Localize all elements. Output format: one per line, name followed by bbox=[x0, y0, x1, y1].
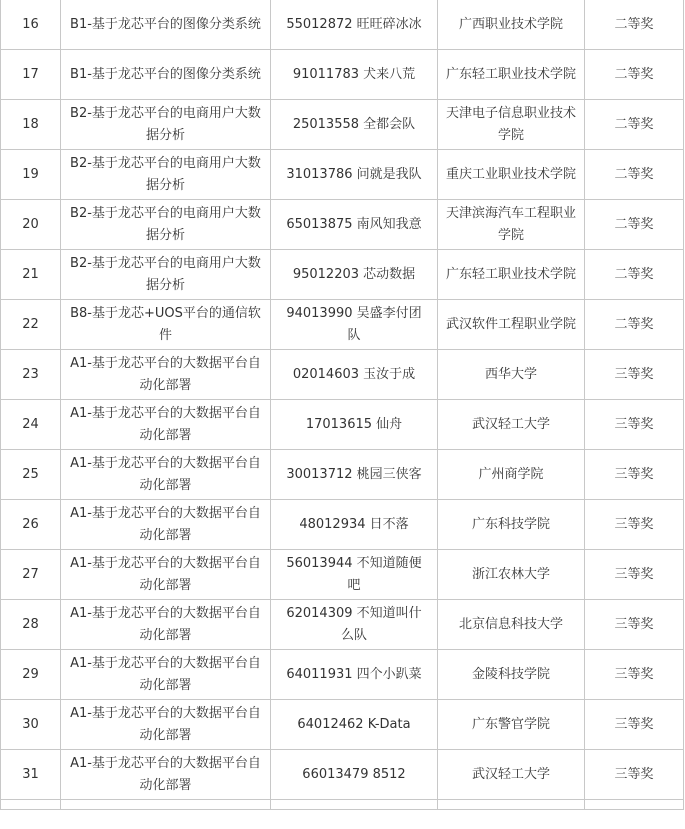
team-name-cell: 64011931 四个小趴菜 bbox=[271, 650, 438, 700]
team-name-cell: 55012872 旺旺碎冰冰 bbox=[271, 0, 438, 50]
row-number-cell: 17 bbox=[1, 50, 61, 100]
school-name-cell: 广东轻工职业技术学院 bbox=[438, 50, 585, 100]
table-row bbox=[1, 100, 684, 150]
track-name-cell: A1-基于龙芯平台的大数据平台自动化部署 bbox=[61, 650, 271, 700]
row-number-cell: 20 bbox=[1, 200, 61, 250]
row-number-cell: 19 bbox=[1, 150, 61, 200]
row-number-cell: 23 bbox=[1, 350, 61, 400]
school-name-cell: 武汉软件工程职业学院 bbox=[438, 300, 585, 350]
row-number-cell: 22 bbox=[1, 300, 61, 350]
award-level-cell: 三等奖 bbox=[585, 400, 684, 450]
award-level-cell: 二等奖 bbox=[585, 300, 684, 350]
track-name-cell: A1-基于龙芯平台的大数据平台自动化部署 bbox=[61, 500, 271, 550]
row-number-cell: 21 bbox=[1, 250, 61, 300]
row-number-cell: 27 bbox=[1, 550, 61, 600]
award-level-cell: 二等奖 bbox=[585, 200, 684, 250]
table-row bbox=[1, 50, 684, 100]
row-number-cell: 25 bbox=[1, 450, 61, 500]
school-name-cell: 广东警官学院 bbox=[438, 700, 585, 750]
school-name-cell: 广西职业技术学院 bbox=[438, 0, 585, 50]
team-name-cell: 25013558 全都会队 bbox=[271, 100, 438, 150]
track-name-cell: B1-基于龙芯平台的图像分类系统 bbox=[61, 50, 271, 100]
table-row bbox=[1, 600, 684, 650]
track-name-cell: A1-基于龙芯平台的大数据平台自动化部署 bbox=[61, 450, 271, 500]
track-name-cell: A1-基于龙芯平台的大数据平台自动化部署 bbox=[61, 400, 271, 450]
team-name-cell: 30013712 桃园三侠客 bbox=[271, 450, 438, 500]
track-name-cell: B1-基于龙芯平台的图像分类系统 bbox=[61, 0, 271, 50]
row-number-cell: 31 bbox=[1, 750, 61, 800]
school-name-cell: 重庆工业职业技术学院 bbox=[438, 150, 585, 200]
row-number-cell: 30 bbox=[1, 700, 61, 750]
table-cell-partial bbox=[438, 800, 585, 810]
track-name-cell: B2-基于龙芯平台的电商用户大数据分析 bbox=[61, 150, 271, 200]
award-level-cell: 三等奖 bbox=[585, 650, 684, 700]
table-row bbox=[1, 450, 684, 500]
school-name-cell: 北京信息科技大学 bbox=[438, 600, 585, 650]
school-name-cell: 天津电子信息职业技术学院 bbox=[438, 100, 585, 150]
row-number-cell: 24 bbox=[1, 400, 61, 450]
award-level-cell: 三等奖 bbox=[585, 750, 684, 800]
row-number-cell: 29 bbox=[1, 650, 61, 700]
table-row bbox=[1, 750, 684, 800]
team-name-cell: 56013944 不知道随便吧 bbox=[271, 550, 438, 600]
row-number-cell: 26 bbox=[1, 500, 61, 550]
row-number-cell: 18 bbox=[1, 100, 61, 150]
table-cell-partial bbox=[271, 800, 438, 810]
school-name-cell: 浙江农林大学 bbox=[438, 550, 585, 600]
track-name-cell: B2-基于龙芯平台的电商用户大数据分析 bbox=[61, 250, 271, 300]
track-name-cell: B2-基于龙芯平台的电商用户大数据分析 bbox=[61, 200, 271, 250]
table-row bbox=[1, 300, 684, 350]
track-name-cell: A1-基于龙芯平台的大数据平台自动化部署 bbox=[61, 700, 271, 750]
table-row bbox=[1, 150, 684, 200]
award-level-cell: 三等奖 bbox=[585, 500, 684, 550]
table-row bbox=[1, 350, 684, 400]
award-level-cell: 二等奖 bbox=[585, 50, 684, 100]
award-level-cell: 三等奖 bbox=[585, 350, 684, 400]
table-row bbox=[1, 650, 684, 700]
award-level-cell: 三等奖 bbox=[585, 700, 684, 750]
school-name-cell: 广州商学院 bbox=[438, 450, 585, 500]
table-cell-partial bbox=[61, 800, 271, 810]
award-level-cell: 二等奖 bbox=[585, 150, 684, 200]
award-level-cell: 三等奖 bbox=[585, 600, 684, 650]
track-name-cell: A1-基于龙芯平台的大数据平台自动化部署 bbox=[61, 350, 271, 400]
school-name-cell: 广东轻工职业技术学院 bbox=[438, 250, 585, 300]
table-row bbox=[1, 550, 684, 600]
team-name-cell: 95012203 芯动数据 bbox=[271, 250, 438, 300]
award-level-cell: 二等奖 bbox=[585, 250, 684, 300]
table-row-partial bbox=[1, 800, 684, 810]
row-number-cell: 16 bbox=[1, 0, 61, 50]
school-name-cell: 武汉轻工大学 bbox=[438, 400, 585, 450]
team-name-cell: 64012462 K-Data bbox=[271, 700, 438, 750]
table-row bbox=[1, 200, 684, 250]
school-name-cell: 西华大学 bbox=[438, 350, 585, 400]
table-row bbox=[1, 0, 684, 50]
award-level-cell: 二等奖 bbox=[585, 100, 684, 150]
school-name-cell: 武汉轻工大学 bbox=[438, 750, 585, 800]
table-cell-partial bbox=[585, 800, 684, 810]
team-name-cell: 31013786 问就是我队 bbox=[271, 150, 438, 200]
school-name-cell: 金陵科技学院 bbox=[438, 650, 585, 700]
team-name-cell: 48012934 日不落 bbox=[271, 500, 438, 550]
team-name-cell: 17013615 仙舟 bbox=[271, 400, 438, 450]
team-name-cell: 02014603 玉汝于成 bbox=[271, 350, 438, 400]
award-level-cell: 二等奖 bbox=[585, 0, 684, 50]
table-row bbox=[1, 250, 684, 300]
award-level-cell: 三等奖 bbox=[585, 550, 684, 600]
table-row bbox=[1, 500, 684, 550]
school-name-cell: 广东科技学院 bbox=[438, 500, 585, 550]
team-name-cell: 91011783 犬来八荒 bbox=[271, 50, 438, 100]
table-row bbox=[1, 400, 684, 450]
track-name-cell: A1-基于龙芯平台的大数据平台自动化部署 bbox=[61, 550, 271, 600]
team-name-cell: 65013875 南风知我意 bbox=[271, 200, 438, 250]
team-name-cell: 66013479 8512 bbox=[271, 750, 438, 800]
track-name-cell: B8-基于龙芯+UOS平台的通信软件 bbox=[61, 300, 271, 350]
award-level-cell: 三等奖 bbox=[585, 450, 684, 500]
track-name-cell: B2-基于龙芯平台的电商用户大数据分析 bbox=[61, 100, 271, 150]
table-cell-partial bbox=[1, 800, 61, 810]
row-number-cell: 28 bbox=[1, 600, 61, 650]
table-row bbox=[1, 700, 684, 750]
team-name-cell: 94013990 吴盛李付团队 bbox=[271, 300, 438, 350]
track-name-cell: A1-基于龙芯平台的大数据平台自动化部署 bbox=[61, 600, 271, 650]
track-name-cell: A1-基于龙芯平台的大数据平台自动化部署 bbox=[61, 750, 271, 800]
school-name-cell: 天津滨海汽车工程职业学院 bbox=[438, 200, 585, 250]
team-name-cell: 62014309 不知道叫什么队 bbox=[271, 600, 438, 650]
award-results-body bbox=[1, 0, 684, 810]
